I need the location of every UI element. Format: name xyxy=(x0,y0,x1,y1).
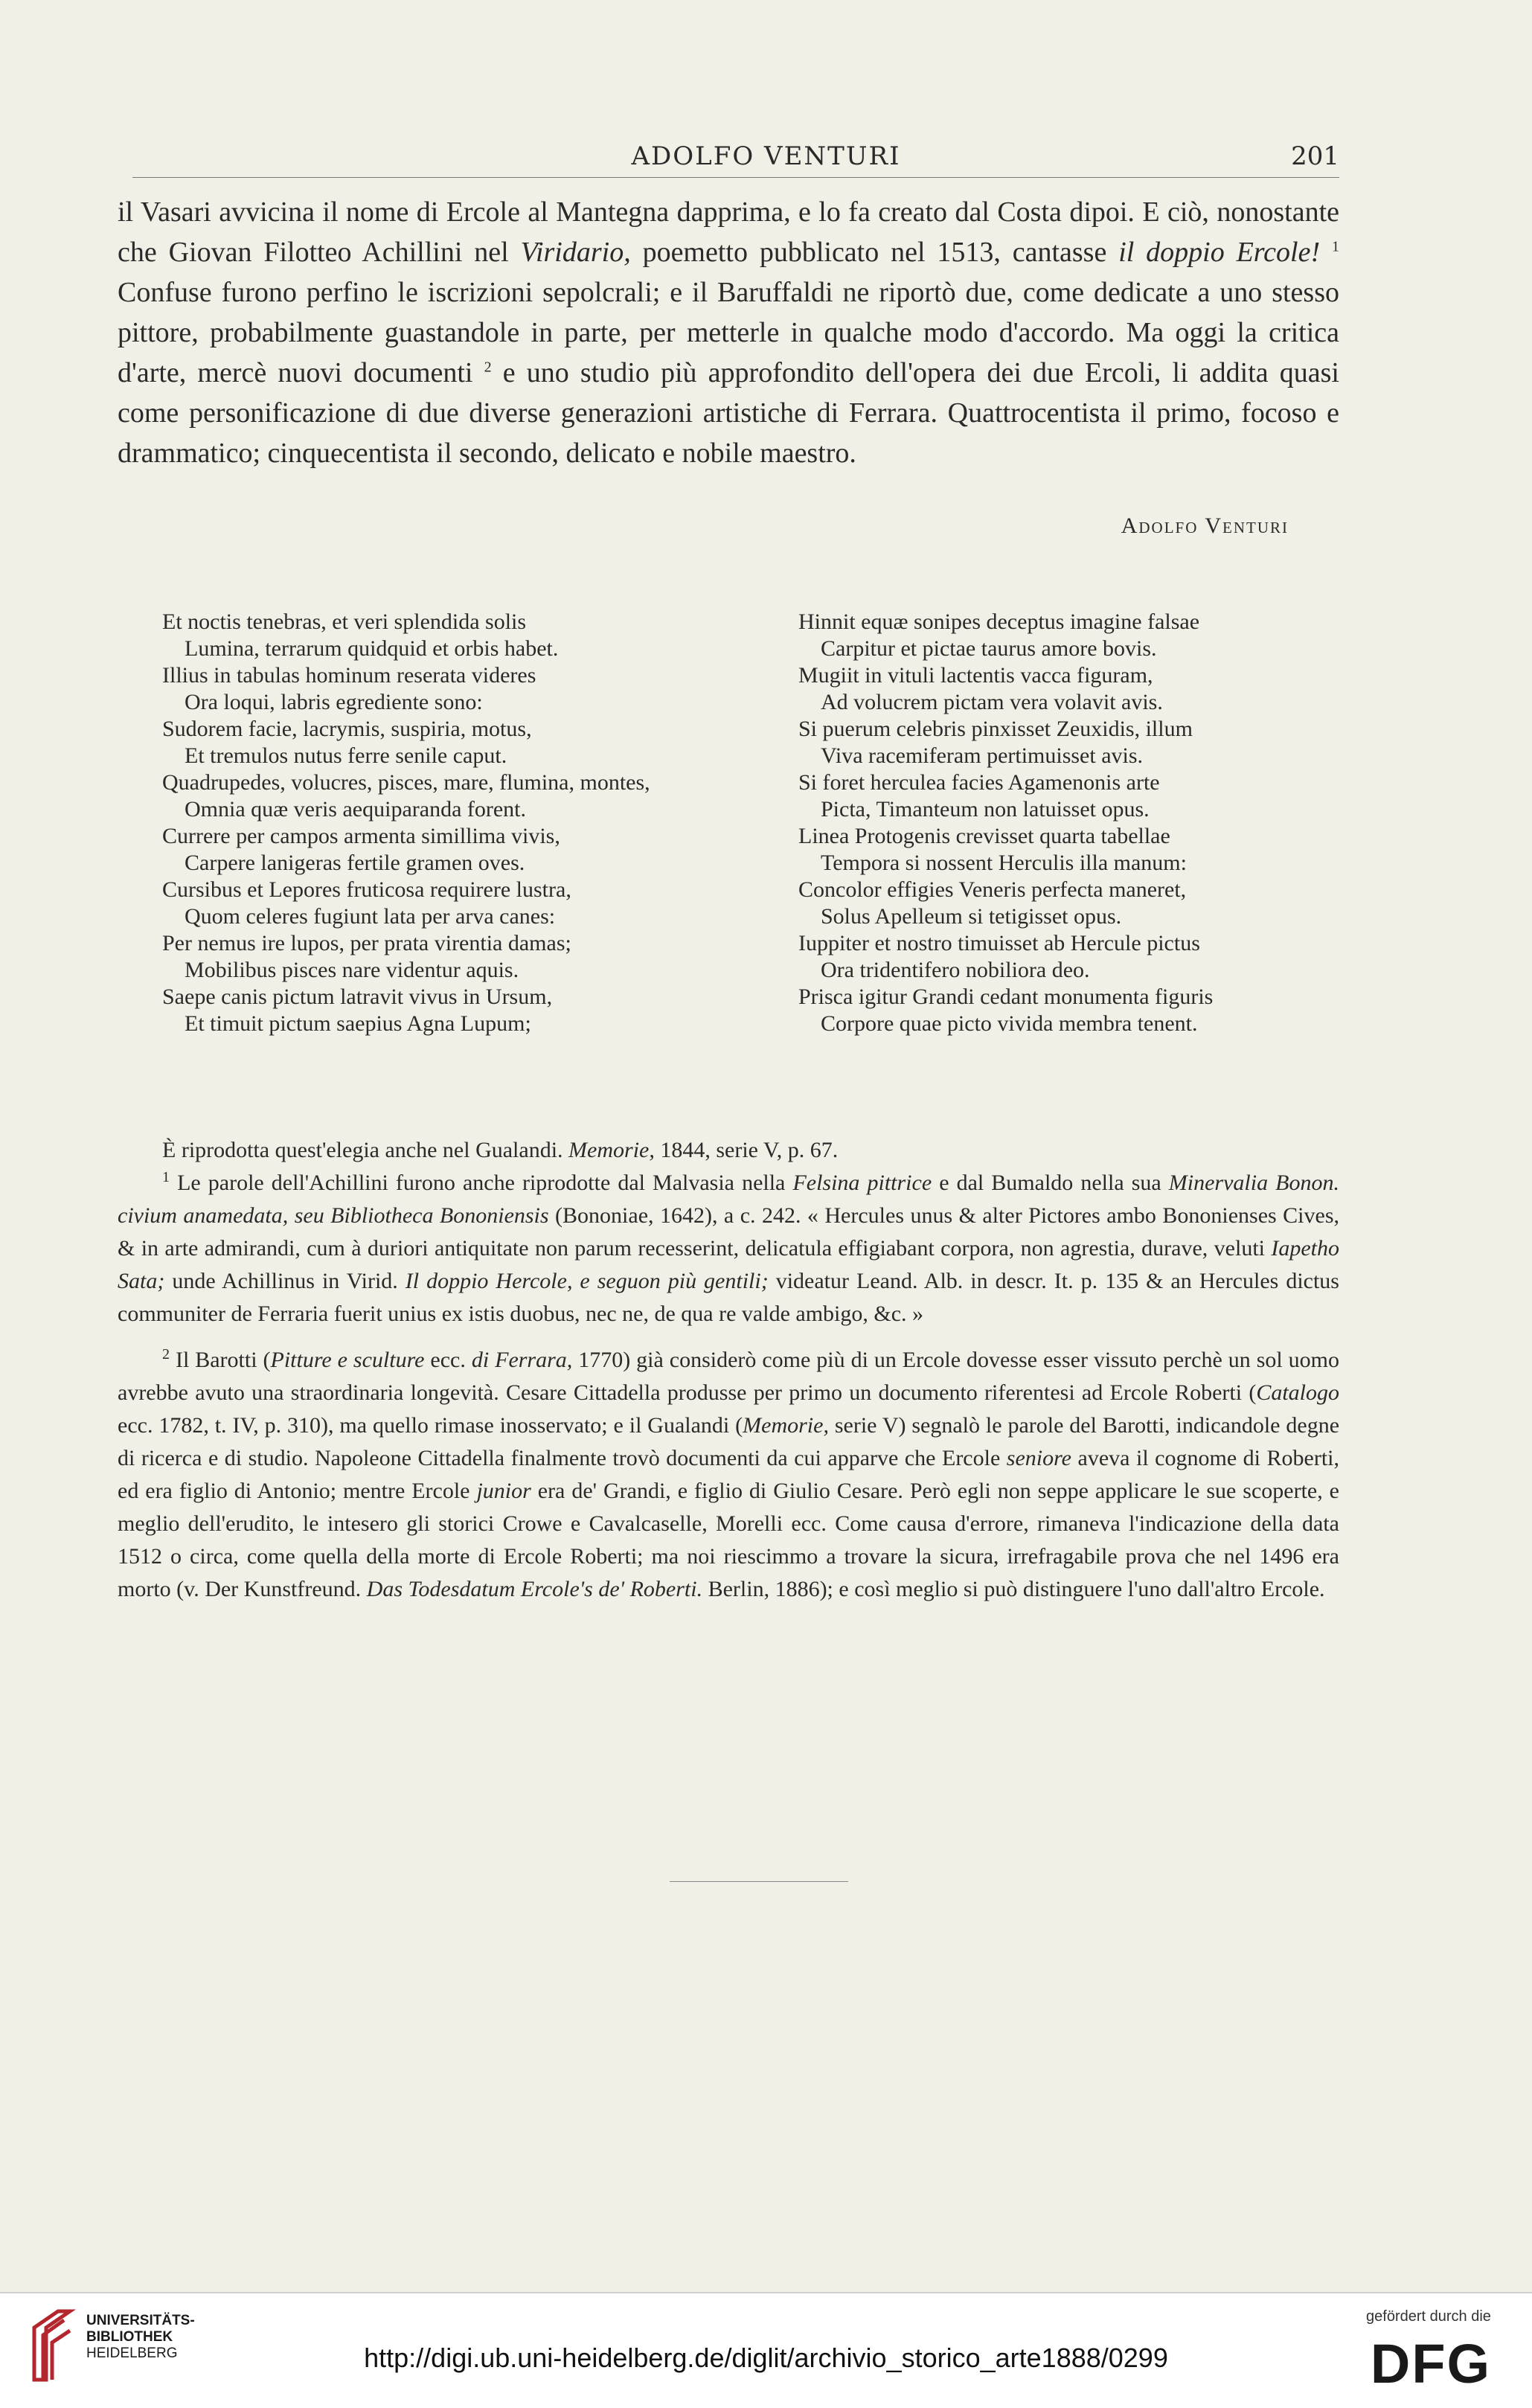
verse-line: Et noctis tenebras, et veri splendida solis xyxy=(162,609,527,634)
verse-line: Ad volucrem pictam vera volavit avis. xyxy=(821,690,1163,714)
verse-line: Carpitur et pictae taurus amore bovis. xyxy=(821,636,1157,661)
footer-divider xyxy=(0,2292,1532,2293)
verse-line: Ora tridentifero nobiliora deo. xyxy=(821,958,1090,982)
book-title-viridario: Viridario, xyxy=(520,237,631,268)
verse-line: Et timuit pictum saepius Agna Lupum; xyxy=(185,1011,531,1036)
verse-line: Quom celeres fugiunt lata per arva canes: xyxy=(185,904,556,929)
verse-line: Si foret herculea facies Agamenonis arte xyxy=(798,770,1160,795)
verse-line: Cursibus et Lepores fruticosa requirere lustra, xyxy=(162,877,571,902)
verse-line: Concolor effigies Veneris perfecta maneret, xyxy=(798,877,1187,902)
footnotes xyxy=(118,1134,1339,1606)
page-number: 201 xyxy=(1291,141,1339,171)
permalink-url[interactable]: http://digi.ub.uni-heidelberg.de/diglit/archivio_storico_arte1888/0299 xyxy=(364,2343,1168,2373)
verse-line: Et tremulos nutus ferre senile caput. xyxy=(185,743,507,768)
verse-line: Picta, Timanteum non latuisset opus. xyxy=(821,797,1150,822)
verse-line: Prisca igitur Grandi cedant monumenta figuris xyxy=(798,984,1214,1009)
verse-line: Linea Protogenis crevisset quarta tabellae xyxy=(798,824,1170,848)
verse-line: Per nemus ire lupos, per prata virentia damas; xyxy=(162,931,571,955)
verse-line: Solus Apelleum si tetigisset opus. xyxy=(821,904,1122,929)
university-library-name: UNIVERSITÄTS- BIBLIOTHEK HEIDELBERG xyxy=(86,2313,195,2361)
verse-line: Lumina, terrarum quidquid et orbis habet. xyxy=(185,636,559,661)
verse-line: Quadrupedes, volucres, pisces, mare, flumina, montes, xyxy=(162,770,650,795)
verse-line: Ora loqui, labris egrediente sono: xyxy=(185,690,483,714)
elegy-column-left xyxy=(162,609,757,1037)
footnote-number: 1 xyxy=(162,1169,170,1185)
running-header-author: ADOLFO VENTURI xyxy=(631,141,901,171)
paragraph-text: poemetto pubblicato nel 1513, cantasse xyxy=(630,237,1119,268)
verse-line: Iuppiter et nostro timuisset ab Hercule pictus xyxy=(798,931,1200,955)
verse-line: Si puerum celebris pinxisset Zeuxidis, illum xyxy=(798,717,1193,741)
footnote-marker-1[interactable]: 1 xyxy=(1332,238,1339,255)
main-paragraph xyxy=(118,192,1339,473)
header-divider xyxy=(132,177,1339,178)
funding-label: gefördert durch die xyxy=(1366,2308,1491,2325)
verse-line: Omnia quæ veris aequiparanda forent. xyxy=(185,797,527,822)
verse-line: Currere per campos armenta simillima vivis, xyxy=(162,824,560,848)
elegy-column-right xyxy=(798,609,1364,1037)
elegy-source-note: È riprodotta quest'elegia anche nel Gualandi. Memorie, 1844, serie V, p. 67. xyxy=(162,1138,839,1162)
footnote-number: 2 xyxy=(162,1346,170,1362)
author-signature: Adolfo Venturi xyxy=(1121,513,1289,538)
verse-line: Saepe canis pictum latravit vivus in Ursum, xyxy=(162,984,553,1009)
footnote-marker-2[interactable]: 2 xyxy=(484,359,492,376)
verse-line: Corpore quae picto vivida membra tenent. xyxy=(821,1011,1198,1036)
quote-doppio-ercole: il doppio Ercole! xyxy=(1118,237,1321,268)
verse-line: Mobilibus pisces nare videntur aquis. xyxy=(185,958,519,982)
end-divider xyxy=(670,1881,848,1882)
verse-line: Viva racemiferam pertimuisset avis. xyxy=(821,743,1144,768)
footnote-2: $^2$ Il Barotti (Pitture e sculture ecc. di Ferrara, 1770) già considerò come più di un Ercole dovesse esser vissuto perchè un sol uomo avrebbe avuto una straordinaria longevità. Cesare Cittadella produsse per primo un documento riferentesi ad Ercole Roberti (Catalogo ecc. 1782, t. IV, p. 310), ma quello rimase inosservato; e il Gualandi (Memorie, serie V) segnalò le parole del Barotti, indicandole degne di ricerca e di studio. Napoleone Cittadella finalmente trovò documenti da cui apparve che Ercole seniore aveva il cognome di Roberti, ed era figlio di Antonio; mentre Ercole junior era de' Grandi, e figlio di Giulio Cesare. Però egli non seppe applicare le sue scoperte, e meglio dell'erudito, le intesero gli storici Crowe e Cavalcaselle, Morelli ecc. Come causa d'errore, rimaneva l'indicazione della data 1512 o circa, come quella della morte di Ercole Roberti; ma noi riescimmo a trovare la sicura, irrefragabile prova che nel 1496 era morto (v. Der Kunstfreund. Das Todesdatum Ercole's de' Roberti. Berlin, 1886); e così meglio si può distinguere l'uno dall'altro Ercole. xyxy=(118,1346,1340,1601)
footnote-1: $^1$ Le parole dell'Achillini furono anche riprodotte dal Malvasia nella Felsina pittrice e dal Bumaldo nella sua Minervalia Bonon. civium anamedata, seu Bibliotheca Bononiensis (Bononiae, 1642), a c. 242. « Hercules unus & alter Pictores ambo Bononienses Cives, & in arte admirandi, cum à duriori antiquitate non parum recesserint, delicatula effigiabant corpora, non agrestia, durave, veluti Iapetho Sata; unde Achillinus in Virid. Il doppio Hercole, e seguon più gentili; videatur Leand. Alb. in descr. It. p. 135 & an Hercules dictus communiter de Ferraria fuerit unius ex istis duobus, nec ne, de qua re valde ambigo, &c. » xyxy=(118,1169,1339,1326)
verse-line: Sudorem facie, lacrymis, suspiria, motus, xyxy=(162,717,532,741)
verse-line: Illius in tabulas hominum reserata videres xyxy=(162,663,536,688)
dfg-logo: DFG xyxy=(1370,2333,1492,2395)
verse-line: Hinnit equæ sonipes deceptus imagine falsae xyxy=(798,609,1200,634)
verse-line: Mugiit in vituli lactentis vacca figuram, xyxy=(798,663,1153,688)
paragraph-text: e uno studio più approfondito dell'opera dei due Ercoli, li addita quasi come personificazione di due diverse generazioni artistiche di Ferrara. Quattrocentista il primo, focoso e drammatico; cinquecentista il secondo, delicato e nobile maestro. xyxy=(118,357,1339,469)
paragraph-text: Confuse furono perfino le iscrizioni sepolcrali; e il Baruffaldi ne riportò due, come dedicate a uno stesso pittore, probabilmente guastandole in parte, per metterle in qualche modo d'accordo. Ma oggi la critica d'arte, mercè nuovi documenti xyxy=(118,277,1339,388)
verse-line: Tempora si nossent Herculis illa manum: xyxy=(821,851,1187,875)
verse-line: Carpere lanigeras fertile gramen oves. xyxy=(185,851,525,875)
paragraph-text: il Vasari avvicina il nome di Ercole al Mantegna dapprima, e lo fa creato dal Costa dipoi. E ciò, nonostante che Giovan Filotteo Achillini nel xyxy=(118,196,1339,268)
